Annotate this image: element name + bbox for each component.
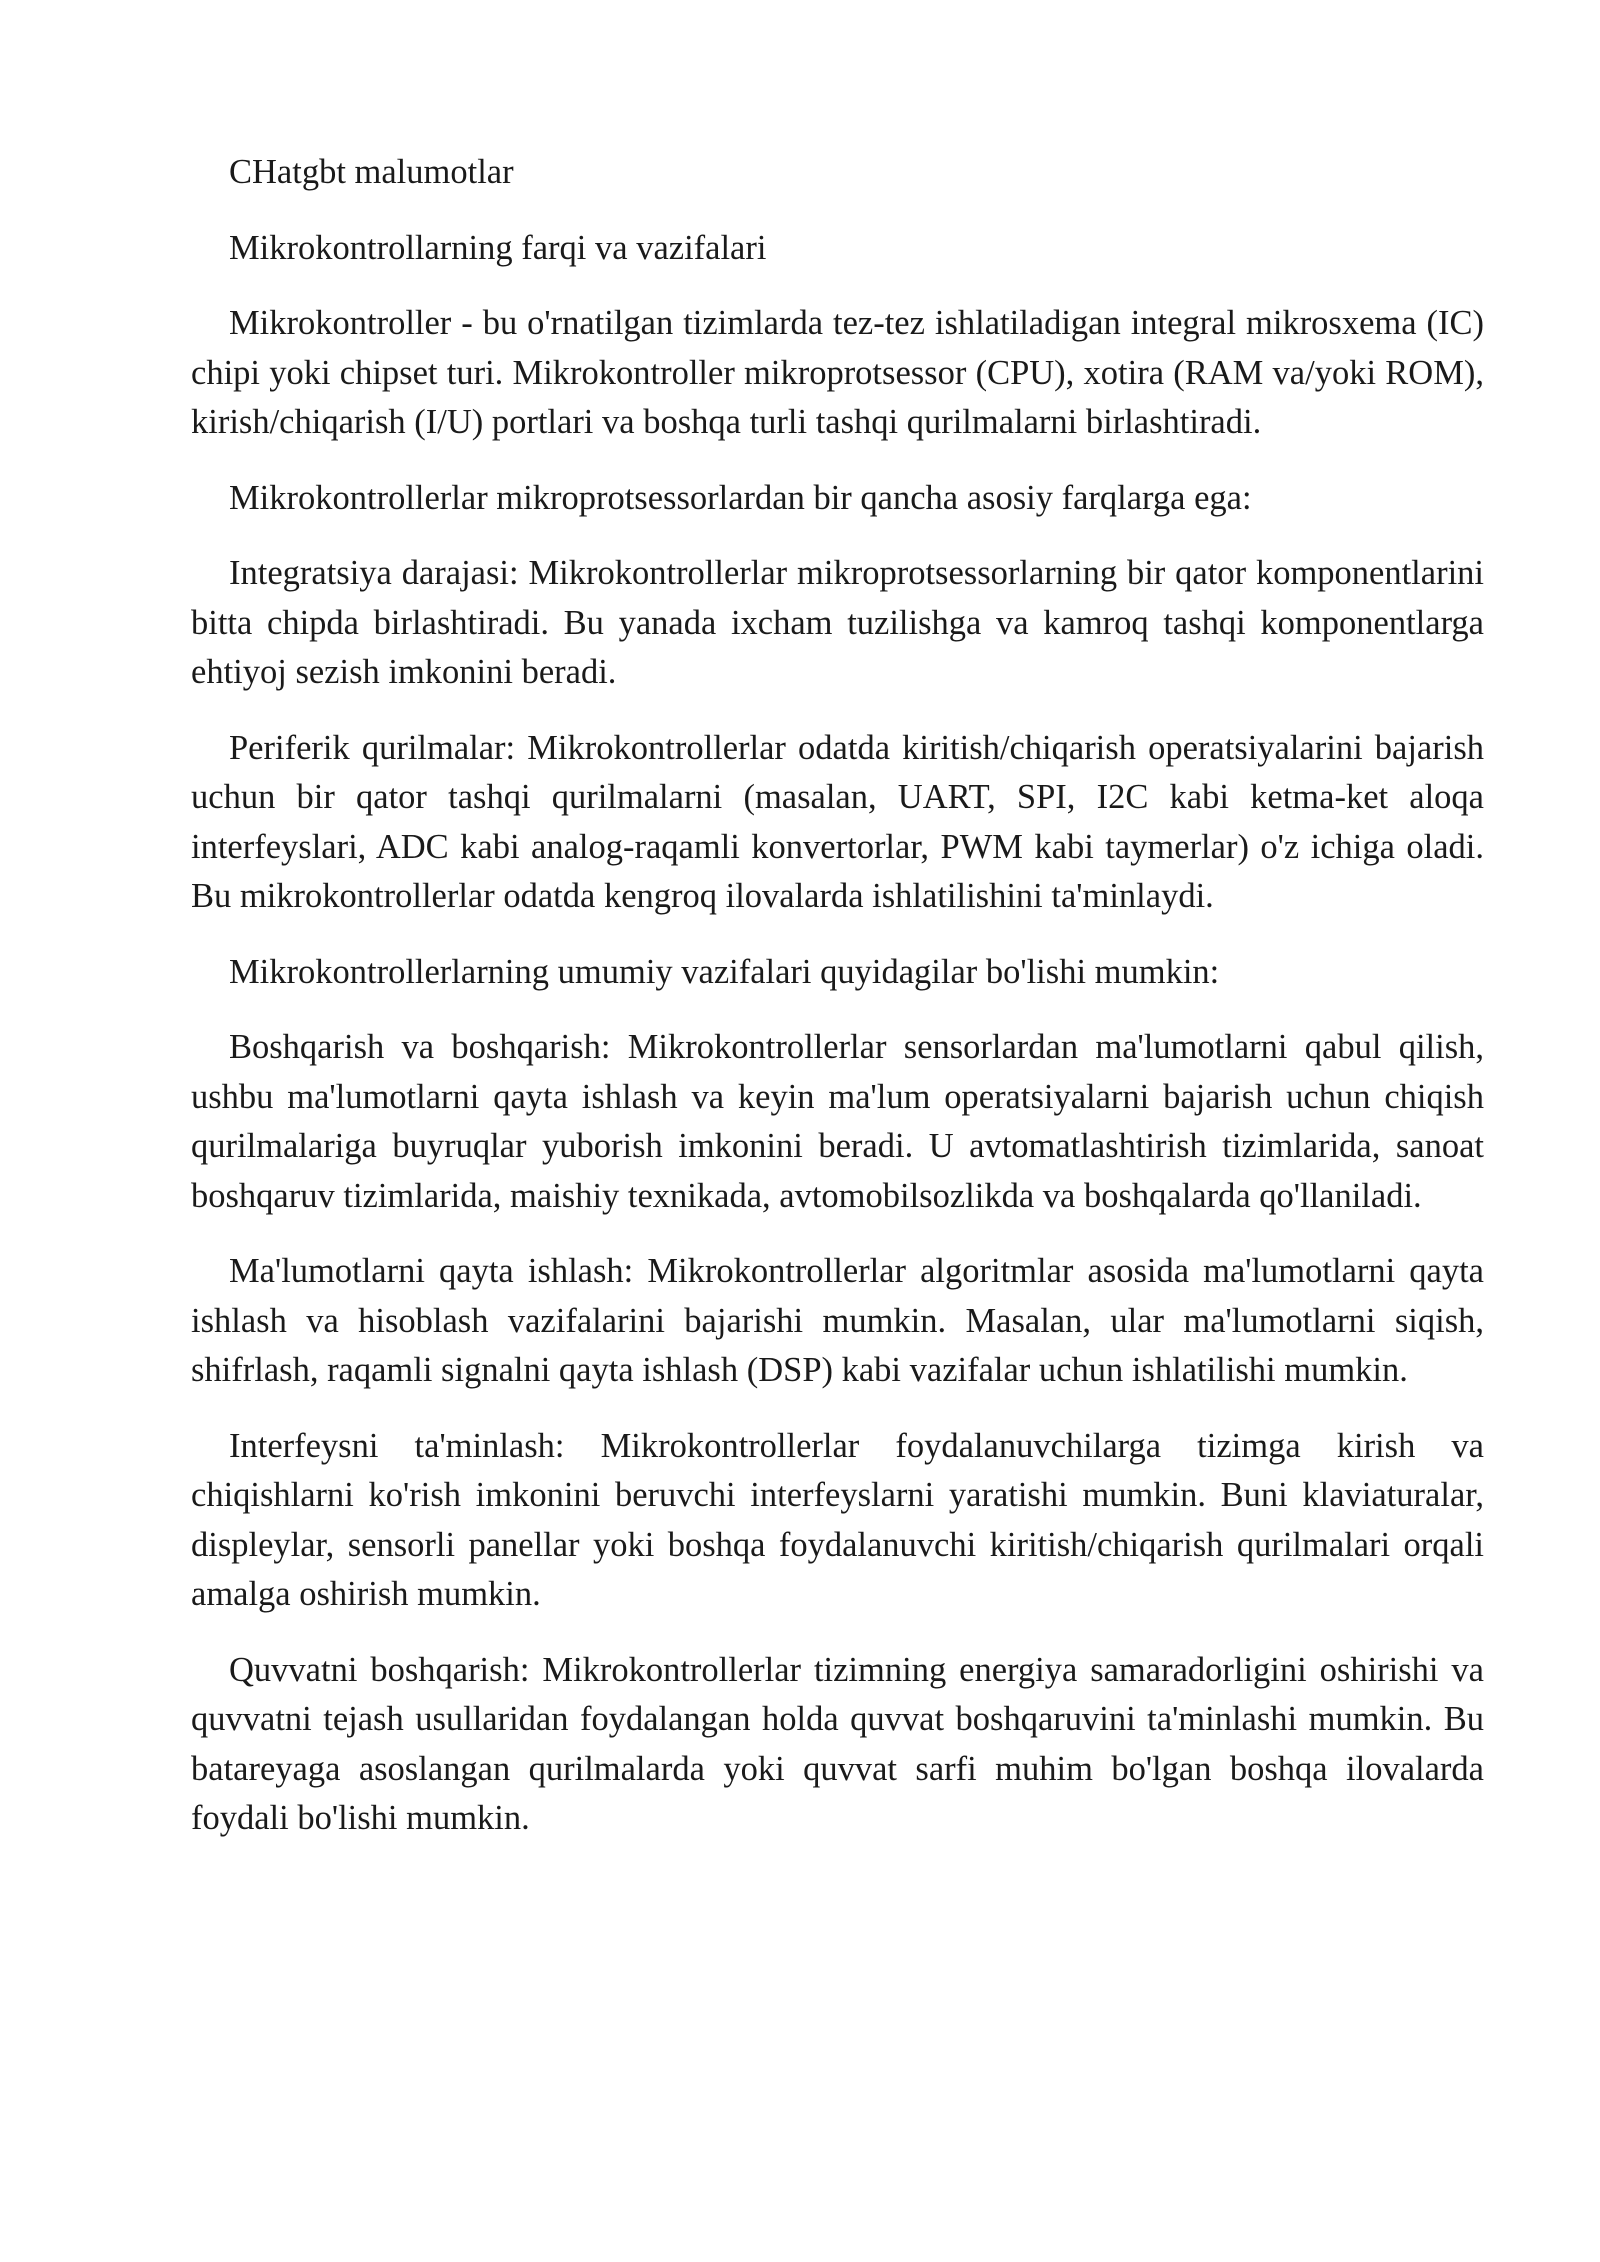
paragraph-interface: Interfeysni ta'minlash: Mikrokontrollerlar foydalanuvchilarga tizimga kirish va chiqishlarni ko'rish imkonini beruvchi interfeyslarni yaratishi mumkin. Buni klaviaturalar, displeylar, sensorli panellar yoki boshqa foydalanuvchi kiritish/chiqarish qurilmalari orqali amalga oshirish mumkin. [191, 1426, 1484, 1613]
paragraph-control: Boshqarish va boshqarish: Mikrokontrollerlar sensorlardan ma'lumotlarni qabul qilish, ushbu ma'lumotlarni qayta ishlash va keyin ma'lum operatsiyalarni bajarish uchun chiqish qurilmalariga buyruqlar yuborish imkonini beradi. U avtomatlashtirish tizimlarida, sanoat boshqaruv tizimlarida, maishiy texnikada, avtomobilsozlikda va boshqalarda qo'llaniladi. [191, 1028, 1484, 1215]
document-body [191, 148, 1484, 1870]
paragraph-power-management: Quvvatni boshqarish: Mikrokontrollerlar tizimning energiya samaradorligini oshirishi va quvvatni tejash usullaridan foydalangan holda quvvat boshqaruvini ta'minlashi mumkin. Bu batareyaga asoslangan qurilmalarda yoki quvvat sarfi muhim bo'lgan boshqa ilovalarda foydali bo'lishi mumkin. [191, 1650, 1484, 1837]
document-title: CHatgbt malumotlar [229, 153, 514, 191]
paragraph-definition: Mikrokontroller - bu o'rnatilgan tizimlarda tez-tez ishlatiladigan integral mikrosxema (IC) chipi yoki chipset turi. Mikrokontroller mikroprotsessor (CPU), xotira (RAM va/yoki ROM), kirish/chiqarish (I/U) portlari va boshqa turli tashqi qurilmalarni birlashtiradi. [191, 304, 1484, 441]
paragraph-data-processing: Ma'lumotlarni qayta ishlash: Mikrokontrollerlar algoritmlar asosida ma'lumotlarni qayta ishlash va hisoblash vazifalarini bajarishi mumkin. Masalan, ular ma'lumotlarni siqish, shifrlash, raqamli signalni qayta ishlash (DSP) kabi vazifalar uchun ishlatilishi mumkin. [191, 1252, 1484, 1389]
paragraph-peripherals: Periferik qurilmalar: Mikrokontrollerlar odatda kiritish/chiqarish operatsiyalarini bajarish uchun bir qator tashqi qurilmalarni (masalan, UART, SPI, I2C kabi ketma-ket aloqa interfeyslari, ADC kabi analog-raqamli konvertorlar, PWM kabi taymerlar) o'z ichiga oladi. Bu mikrokontrollerlar odatda kengroq ilovalarda ishlatilishini ta'minlaydi. [191, 728, 1484, 915]
paragraph-differences-intro: Mikrokontrollerlar mikroprotsessorlardan bir qancha asosiy farqlarga ega: [229, 478, 1252, 517]
paragraph-functions-intro: Mikrokontrollerlarning umumiy vazifalari quyidagilar bo'lishi mumkin: [229, 952, 1220, 991]
paragraph-integration-level: Integratsiya darajasi: Mikrokontrollerlar mikroprotsessorlarning bir qator komponentlarini bitta chipda birlashtiradi. Bu yanada ixcham tuzilishga va kamroq tashqi komponentlarga ehtiyoj sezish imkonini beradi. [191, 554, 1484, 691]
document-subtitle: Mikrokontrollarning farqi va vazifalari [229, 228, 767, 267]
